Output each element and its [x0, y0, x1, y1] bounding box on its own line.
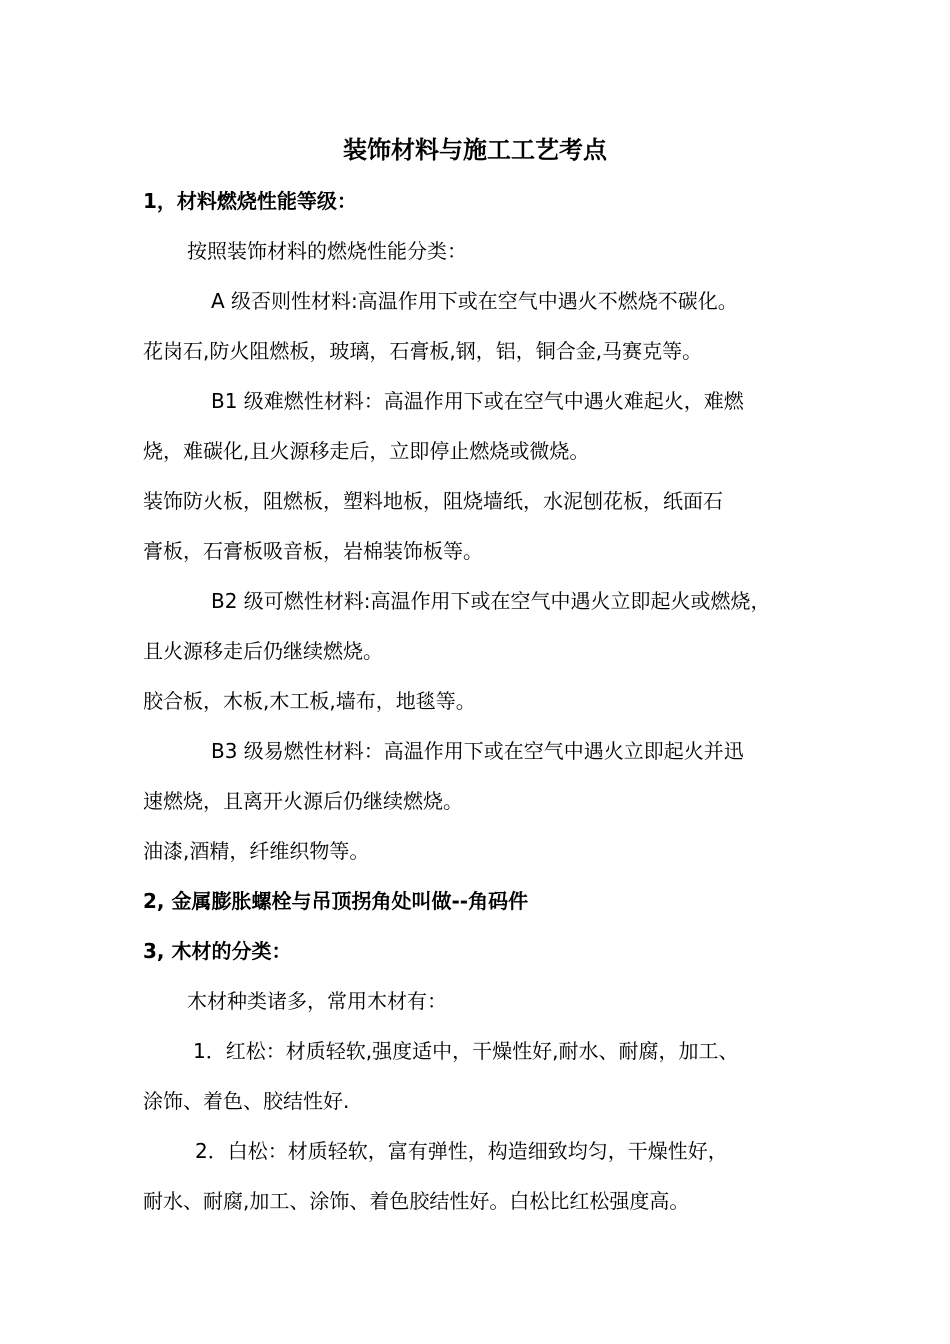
paragraph-line: 油漆,酒精，纤维织物等。 [143, 839, 370, 863]
paragraph-line: 耐水、耐腐,加工、涂饰、着色胶结性好。白松比红松强度高。 [143, 1189, 690, 1213]
list-item-red-pine: 1．红松：材质轻软,强度适中，干燥性好,耐水、耐腐，加工、 [193, 1039, 739, 1063]
paragraph-line: B3 级易燃性材料：高温作用下或在空气中遇火立即起火并迅 [211, 739, 744, 763]
paragraph-line: A 级否则性材料:高温作用下或在空气中遇火不燃烧不碳化。 [211, 289, 738, 313]
paragraph-line: B2 级可燃性材料:高温作用下或在空气中遇火立即起火或燃烧， [211, 589, 771, 613]
section-heading-1: 1，材料燃烧性能等级： [143, 189, 357, 213]
paragraph-line: 装饰防火板，阻燃板，塑料地板，阻烧墙纸，水泥刨花板，纸面石 [143, 489, 723, 513]
paragraph-line: 胶合板，木板,木工板,墙布，地毯等。 [143, 689, 476, 713]
paragraph-line: 膏板，石膏板吸音板，岩棉装饰板等。 [143, 539, 483, 563]
paragraph-line: 且火源移走后仍继续燃烧。 [143, 639, 383, 663]
paragraph-line: 木材种类诸多，常用木材有： [187, 989, 447, 1013]
paragraph-line: 按照装饰材料的燃烧性能分类： [187, 239, 467, 263]
document-title: 装饰材料与施工工艺考点 [343, 136, 607, 164]
section-heading-2: 2, 金属膨胀螺栓与吊顶拐角处叫做--角码件 [143, 889, 529, 913]
section-heading-3: 3, 木材的分类： [143, 939, 292, 963]
list-item-white-pine: 2．白松：材质轻软，富有弹性，构造细致均匀，干燥性好， [195, 1139, 728, 1163]
paragraph-line: B1 级难燃性材料：高温作用下或在空气中遇火难起火，难燃 [211, 389, 744, 413]
paragraph-line: 花岗石,防火阻燃板，玻璃，石膏板,钢，铝，铜合金,马赛克等。 [143, 339, 703, 363]
paragraph-line: 烧，难碳化,且火源移走后，立即停止燃烧或微烧。 [143, 439, 590, 463]
paragraph-line: 速燃烧，且离开火源后仍继续燃烧。 [143, 789, 463, 813]
paragraph-line: 涂饰、着色、胶结性好. [143, 1089, 350, 1113]
